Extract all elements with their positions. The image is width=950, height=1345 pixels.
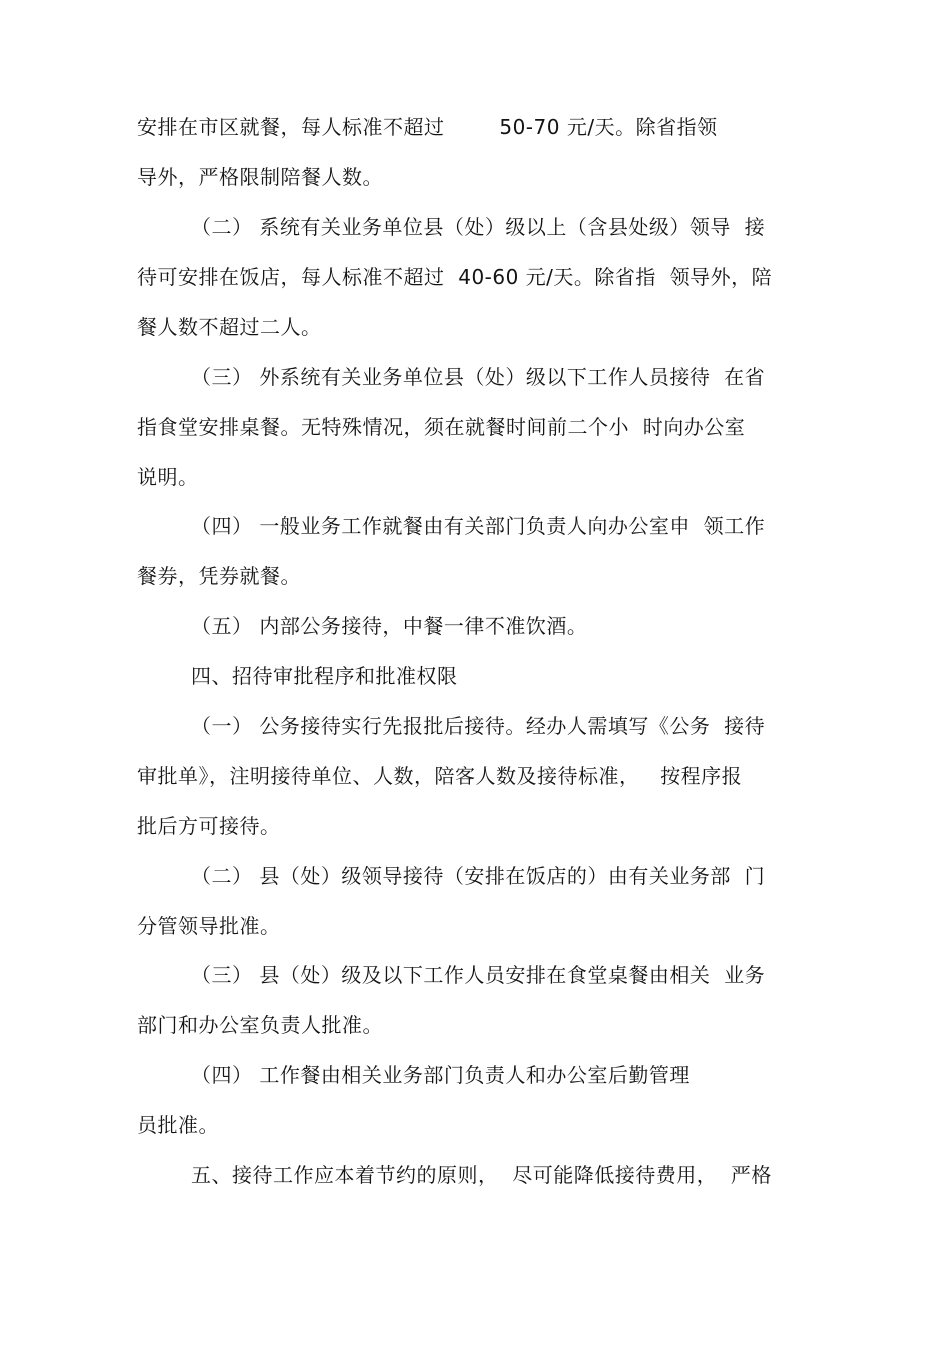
text-line: （二） 系统有关业务单位县（处）级以上（含县处级）领导 接 bbox=[191, 215, 766, 239]
text-line: （四） 工作餐由相关业务部门负责人和办公室后勤管理 bbox=[191, 1063, 690, 1087]
text-line: 指食堂安排桌餐。无特殊情况，须在就餐时间前二个小 时向办公室 bbox=[137, 415, 746, 439]
text-line: 待可安排在饭店，每人标准不超过 40-60 元/天。除省指 领导外，陪 bbox=[137, 265, 773, 289]
text-line: （四） 一般业务工作就餐由有关部门负责人向办公室申 领工作 bbox=[191, 514, 766, 538]
text-line: 安排在市区就餐，每人标准不超过 50-70 元/天。除省指领 bbox=[137, 115, 718, 139]
text-line: （一） 公务接待实行先报批后接待。经办人需填写《公务 接待 bbox=[191, 714, 766, 738]
section-heading: 五、接待工作应本着节约的原则， 尽可能降低接待费用， 严格 bbox=[191, 1163, 772, 1187]
section-heading: 四、招待审批程序和批准权限 bbox=[191, 664, 458, 688]
text-line: 审批单》，注明接待单位、人数，陪客人数及接待标准， 按程序报 bbox=[137, 764, 743, 788]
text-line: 分管领导批准。 bbox=[137, 914, 281, 938]
text-line: （五） 内部公务接待，中餐一律不准饮酒。 bbox=[191, 614, 588, 638]
text-line: 说明。 bbox=[137, 465, 199, 489]
text-line: 餐券，凭券就餐。 bbox=[137, 564, 301, 588]
text-line: 部门和办公室负责人批准。 bbox=[137, 1013, 383, 1037]
text-line: 导外，严格限制陪餐人数。 bbox=[137, 165, 383, 189]
text-line: 批后方可接待。 bbox=[137, 814, 281, 838]
text-line: （三） 县（处）级及以下工作人员安排在食堂桌餐由相关 业务 bbox=[191, 963, 766, 987]
text-line: 餐人数不超过二人。 bbox=[137, 315, 322, 339]
text-line: （三） 外系统有关业务单位县（处）级以下工作人员接待 在省 bbox=[191, 365, 766, 389]
text-line: （二） 县（处）级领导接待（安排在饭店的）由有关业务部 门 bbox=[191, 864, 766, 888]
text-line: 员批准。 bbox=[137, 1113, 219, 1137]
